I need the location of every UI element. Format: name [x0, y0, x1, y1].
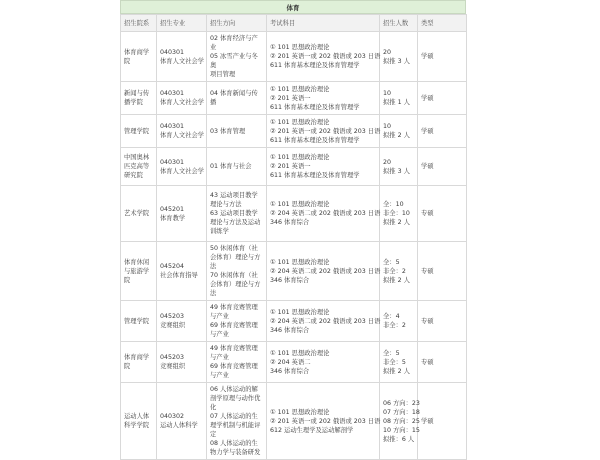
subjects-line: 611 体育基本理论及体育管理学: [270, 172, 360, 179]
major-cell: [157, 301, 207, 342]
count-cell: [380, 32, 418, 82]
count-line: 全：5: [383, 349, 400, 357]
subjects-cell: [267, 148, 380, 186]
direction-line: 03 体育管理: [210, 127, 246, 135]
direction-line: 01 体育与社会: [210, 163, 252, 170]
major-cell: [157, 115, 207, 148]
direction-cell: [207, 301, 267, 342]
subjects-line: ① 101 思想政治理论: [270, 118, 330, 126]
direction-cell: [207, 186, 267, 242]
direction-cell: [207, 342, 267, 383]
dept-cell: 运动人体科学学院: [121, 383, 157, 460]
dept-cell: 体育商学院: [121, 342, 157, 383]
count-line: 非全：2: [383, 267, 406, 275]
subjects-cell: [267, 342, 380, 383]
count-line: 20: [383, 48, 392, 56]
major-line: 体育教学: [160, 214, 186, 222]
subjects-line: 611 体育基本理论及体育管理学: [270, 62, 360, 69]
count-line: 06 方向：23: [383, 399, 420, 407]
count-line: 拟推 2 人: [383, 367, 410, 375]
subjects-line: 346 体育综合: [270, 276, 310, 284]
subjects-line: ① 101 思想政治理论: [270, 408, 330, 416]
direction-line: 05 冰雪产业与冬奥: [210, 53, 258, 69]
table-row: [121, 32, 467, 82]
direction-cell: [207, 148, 267, 186]
count-cell: [380, 342, 418, 383]
subjects-cell: [267, 115, 380, 148]
count-line: 全：5: [383, 258, 400, 266]
count-line: 拟推 1 人: [383, 99, 410, 106]
major-line: 社会体育指导: [160, 272, 198, 279]
type-cell: 专硕: [418, 301, 467, 342]
dept-cell: 艺术学院: [121, 186, 157, 242]
subjects-cell: [267, 383, 380, 460]
major-cell: [157, 32, 207, 82]
subjects-line: ② 201 英语一或 202 俄语或 203 日语: [270, 127, 381, 135]
count-line: 10: [383, 90, 392, 97]
count-cell: [380, 301, 418, 342]
direction-line: 04 体育新闻与传播: [210, 90, 258, 106]
subjects-cell: [267, 301, 380, 342]
major-line: 体育人文社会学: [160, 57, 205, 65]
direction-line: 07 人体运动的生理学机制与机能评定: [210, 413, 261, 438]
type-cell: 学硕: [418, 383, 467, 460]
type-cell: 学硕: [418, 148, 467, 186]
count-line: 全：4: [383, 313, 400, 320]
major-line: 体育人文社会学: [160, 167, 205, 175]
subjects-line: ① 101 思想政治理论: [270, 308, 330, 316]
count-cell: [380, 242, 418, 301]
major-line: 040301: [160, 90, 185, 97]
major-line: 运动人体科学: [160, 422, 198, 429]
subjects-line: ② 201 英语一或 202 俄语或 203 日语: [270, 417, 381, 425]
header-cell: 招生专业: [157, 15, 207, 32]
dept-cell: 体育商学院: [121, 32, 157, 82]
major-line: 040301: [160, 158, 185, 166]
count-line: 10: [383, 123, 392, 130]
subjects-line: ② 204 英语二: [270, 358, 311, 366]
count-line: 非全：10: [383, 210, 410, 217]
direction-cell: [207, 242, 267, 301]
major-line: 竞赛组织: [160, 363, 186, 370]
table-row: [121, 342, 467, 383]
header-row: [121, 15, 467, 32]
direction-line: 08 人体运动的生物力学与装备研发: [210, 440, 261, 456]
subjects-line: 611 体育基本理论及体育管理学: [270, 136, 360, 144]
table-body: [121, 32, 467, 460]
subjects-line: 612 运动生理学及运动解剖学: [270, 426, 354, 434]
subjects-cell: [267, 82, 380, 115]
table-row: [121, 115, 467, 148]
count-cell: [380, 82, 418, 115]
type-cell: 学硕: [418, 115, 467, 148]
subjects-line: ② 201 英语一: [270, 94, 311, 102]
direction-line: 06 人体运动的解剖学原理与动作优化: [210, 386, 261, 411]
count-line: 拟推 2 人: [383, 132, 410, 139]
subjects-line: ① 101 思想政治理论: [270, 258, 330, 266]
subjects-cell: [267, 242, 380, 301]
count-line: 拟推 2 人: [383, 276, 410, 284]
major-line: 045203: [160, 313, 185, 320]
table-row: [121, 242, 467, 301]
dept-cell: 中国奥林匹克高等研究院: [121, 148, 157, 186]
subjects-line: ② 204 英语二或 202 俄语或 203 日语: [270, 210, 381, 217]
major-cell: [157, 383, 207, 460]
count-cell: [380, 148, 418, 186]
count-line: 10 方向：15: [383, 426, 420, 434]
subjects-line: ① 101 思想政治理论: [270, 201, 330, 208]
table-row: [121, 148, 467, 186]
direction-line: 50 休闲体育（社会体育）理论与方法: [210, 245, 261, 270]
dept-cell: 体育休闲与旅游学院: [121, 242, 157, 301]
direction-line: 项目管理: [210, 71, 236, 78]
type-cell: 学硕: [418, 82, 467, 115]
direction-line: 43 运动项目教学理论与方法: [210, 192, 258, 208]
direction-line: 69 体育竞赛管理与产业: [210, 322, 258, 338]
count-line: 非全：2: [383, 322, 406, 329]
count-line: 拟推 3 人: [383, 167, 410, 175]
subjects-line: 346 体育综合: [270, 326, 310, 334]
direction-cell: [207, 82, 267, 115]
header-cell: 招生人数: [380, 15, 418, 32]
header-cell: 招生方向: [207, 15, 267, 32]
major-line: 竞赛组织: [160, 322, 186, 329]
count-line: 非全：5: [383, 358, 406, 366]
subjects-line: ② 204 英语二或 202 俄语或 203 日语: [270, 317, 381, 325]
table-row: [121, 82, 467, 115]
count-line: 拟推：6 人: [383, 435, 415, 443]
admission-table: [120, 14, 467, 460]
table-row: [121, 301, 467, 342]
count-line: 拟推 2 人: [383, 219, 410, 226]
count-line: 08 方向：25: [383, 417, 420, 425]
dept-cell: 管理学院: [121, 301, 157, 342]
subjects-cell: [267, 32, 380, 82]
count-cell: [380, 383, 418, 460]
count-line: 全：10: [383, 201, 404, 208]
subjects-line: ② 201 英语一: [270, 163, 311, 170]
direction-line: 69 体育竞赛管理与产业: [210, 363, 258, 379]
major-line: 040301: [160, 48, 185, 56]
table-row: [121, 383, 467, 460]
type-cell: 学硕: [418, 32, 467, 82]
table-row: [121, 186, 467, 242]
major-line: 040301: [160, 123, 185, 130]
header-cell: 类型: [418, 15, 467, 32]
major-cell: [157, 82, 207, 115]
direction-line: 49 体育竞赛管理与产业: [210, 304, 258, 320]
major-line: 体育人文社会学: [160, 99, 205, 106]
major-line: 045203: [160, 354, 185, 361]
direction-line: 70 休闲体育（社会体育）理论与方法: [210, 272, 261, 297]
dept-cell: 管理学院: [121, 115, 157, 148]
header-cell: 招生院系: [121, 15, 157, 32]
direction-line: 49 体育竞赛管理与产业: [210, 345, 258, 361]
subjects-line: ② 201 英语一或 202 俄语或 203 日语: [270, 53, 381, 60]
subjects-line: ① 101 思想政治理论: [270, 85, 330, 93]
subjects-line: 611 体育基本理论及体育管理学: [270, 103, 360, 111]
major-line: 体育人文社会学: [160, 132, 205, 139]
major-cell: [157, 186, 207, 242]
count-line: 07 方向：18: [383, 408, 420, 416]
major-cell: [157, 242, 207, 301]
type-cell: 专硕: [418, 342, 467, 383]
direction-cell: [207, 115, 267, 148]
major-line: 045204: [160, 263, 185, 270]
count-cell: [380, 115, 418, 148]
subjects-line: ① 101 思想政治理论: [270, 44, 330, 51]
type-cell: 专硕: [418, 242, 467, 301]
header-cell: 考试科目: [267, 15, 380, 32]
dept-cell: 新闻与传播学院: [121, 82, 157, 115]
type-cell: 专硕: [418, 186, 467, 242]
count-cell: [380, 186, 418, 242]
major-cell: [157, 342, 207, 383]
major-cell: [157, 148, 207, 186]
subjects-line: 346 体育综合: [270, 367, 310, 375]
major-line: 040302: [160, 413, 185, 420]
direction-line: 02 体育经济与产业: [210, 35, 258, 51]
subjects-line: ① 101 思想政治理论: [270, 154, 330, 161]
table-title: 体育: [120, 0, 466, 14]
subjects-line: 346 体育综合: [270, 219, 310, 226]
admission-table-sheet: [120, 0, 466, 456]
direction-cell: [207, 32, 267, 82]
subjects-line: ② 204 英语二或 202 俄语或 203 日语: [270, 267, 381, 275]
major-line: 045201: [160, 205, 185, 213]
subjects-cell: [267, 186, 380, 242]
direction-cell: [207, 383, 267, 460]
direction-line: 63 运动项目教学理论与方法及运动训练学: [210, 210, 261, 235]
subjects-line: ① 101 思想政治理论: [270, 349, 330, 357]
count-line: 拟推 3 人: [383, 57, 410, 65]
count-line: 20: [383, 158, 392, 166]
